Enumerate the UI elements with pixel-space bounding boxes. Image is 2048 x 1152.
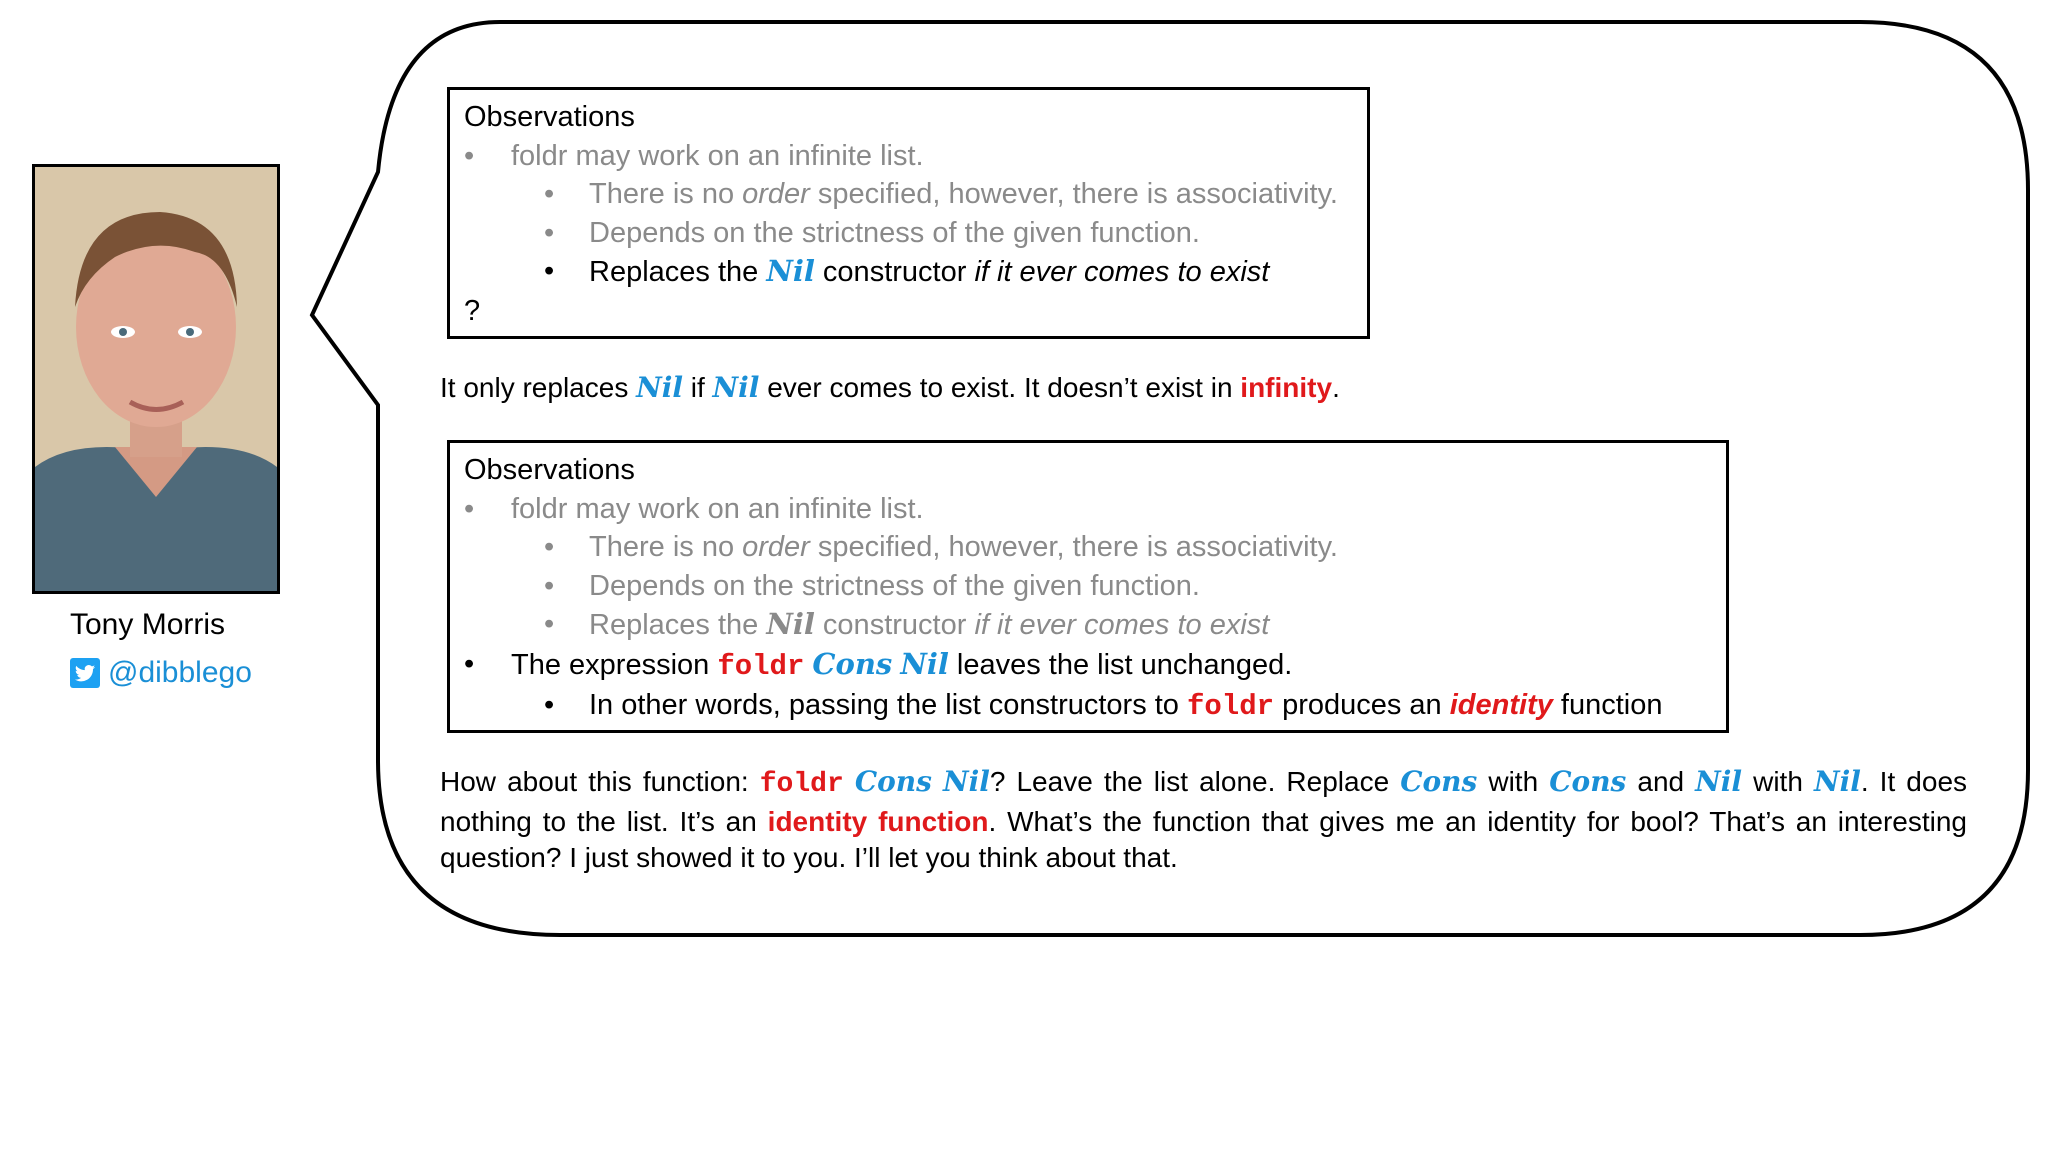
list-item: • foldr may work on an infinite list.: [464, 490, 1712, 529]
list-item: • Replaces the Nil constructor if it ever comes to exist: [464, 605, 1712, 645]
explanation-line: It only replaces Nil if Nil ever comes to exist. It doesn’t exist in infinity.: [440, 371, 1340, 404]
twitter-handle[interactable]: @dibblego: [108, 656, 252, 689]
twitter-handle-row[interactable]: [70, 656, 252, 690]
bullet-icon: •: [544, 569, 555, 602]
list-item: • There is no order specified, however, there is associativity.: [464, 528, 1712, 567]
list-item: • In other words, passing the list constructors to foldr produces an identity function: [464, 686, 1712, 727]
list-item: • The expression foldr Cons Nil leaves the list unchanged.: [464, 646, 1293, 683]
list-item: • Replaces the Nil constructor if it ever comes to exist: [464, 252, 1353, 292]
speaker-photo: [32, 164, 280, 594]
question-mark: ?: [464, 294, 481, 327]
bullet-icon: •: [544, 608, 555, 640]
bullet-icon: •: [544, 255, 555, 287]
list-item: • foldr may work on an infinite list.: [464, 137, 1353, 176]
list-item: • Depends on the strictness of the given function.: [464, 567, 1712, 606]
bullet-icon: •: [464, 647, 475, 680]
bullet-icon: •: [544, 689, 555, 721]
list-item: • Depends on the strictness of the given function.: [464, 214, 1353, 253]
avatar: [35, 167, 277, 591]
bullet-icon: •: [544, 216, 555, 249]
speaker-name: Tony Morris: [70, 608, 226, 641]
observations-box-1: [447, 87, 1370, 339]
bullet-icon: •: [464, 139, 475, 172]
twitter-icon: [70, 658, 100, 688]
explanation-paragraph: How about this function: foldr Cons Nil? Leave the list alone. Replace Cons with Cons and Nil with Nil. It does nothing to the list. It’s an identity function. What’s the function that gives me an identity for bool? That’s an interesting question? I just showed it to you. I’ll let you think about that.: [440, 765, 1968, 873]
box-title: Observations: [464, 101, 635, 133]
bullet-icon: •: [544, 531, 555, 563]
bullet-icon: •: [464, 492, 475, 525]
observations-box-2: [447, 440, 1729, 733]
bullet-icon: •: [544, 178, 555, 210]
box-title: Observations: [464, 454, 635, 486]
list-item: • There is no order specified, however, there is associativity.: [464, 175, 1353, 214]
